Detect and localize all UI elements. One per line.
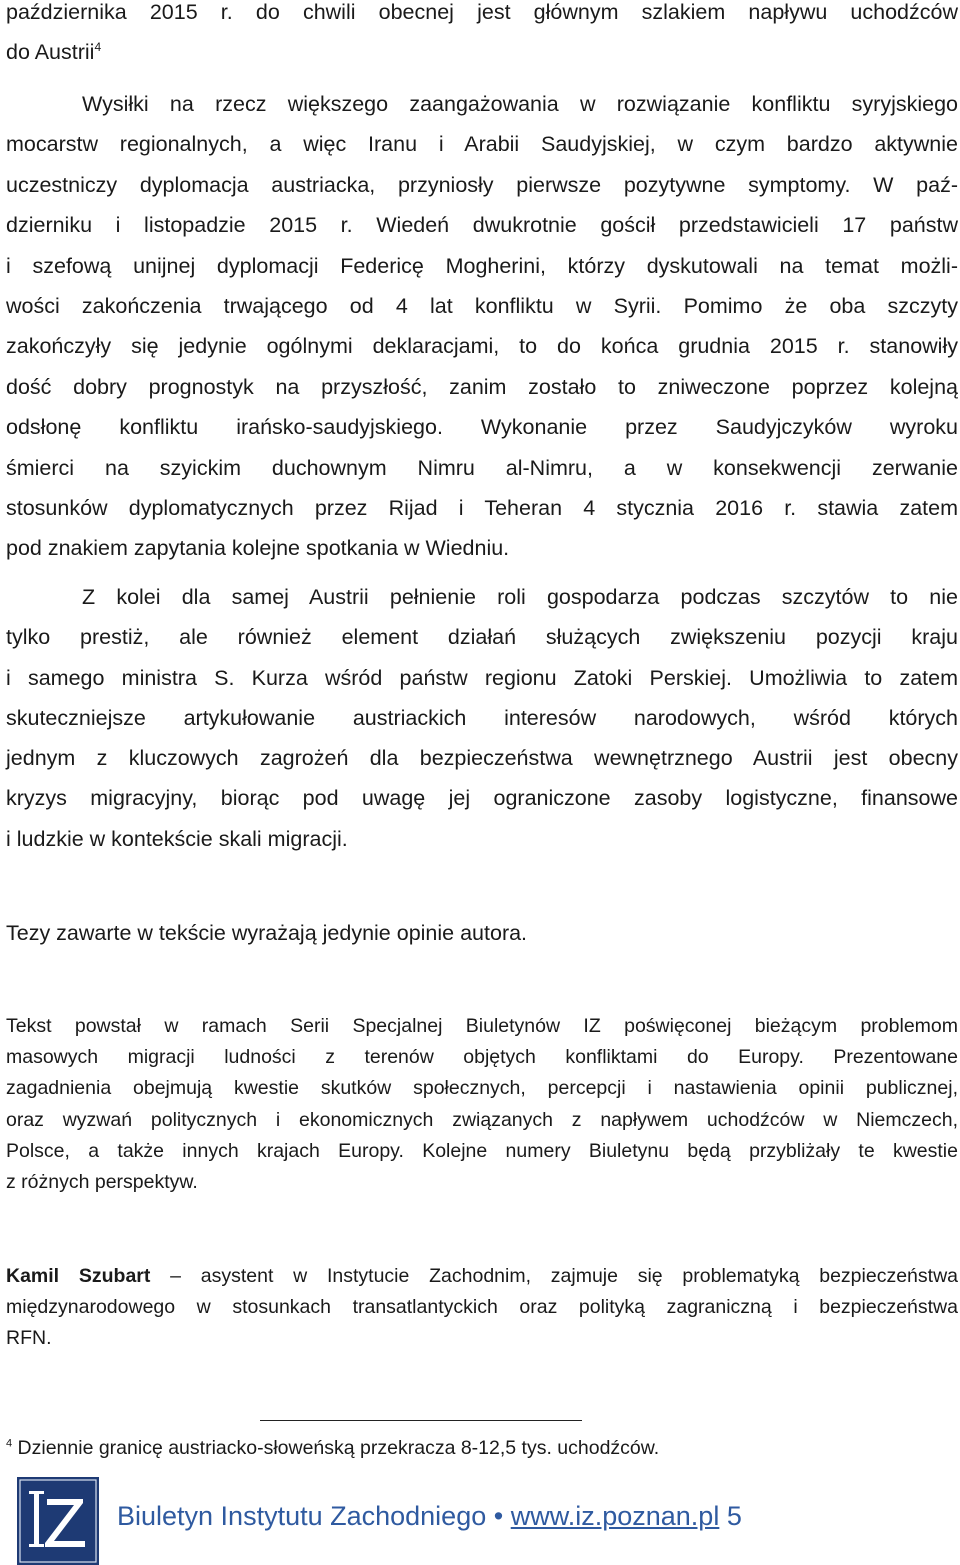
text-line: i szefową unijnej dyplomacji Federicę Mogherini, którzy dyskutowali na temat możli- (6, 253, 958, 278)
text-line: śmierci na szyickim duchownym Nimru al-Nimru, a w konsekwencji zerwanie (6, 455, 958, 480)
text-line: jednym z kluczowych zagrożeń dla bezpieczeństwa wewnętrznego Austrii jest obecny (6, 746, 958, 771)
text-line: Tekst powstał w ramach Serii Specjalnej Biuletynów IZ poświęconej bieżącym problemom (6, 1015, 958, 1037)
page-number: 5 (726, 1501, 742, 1531)
text-line: RFN. (6, 1327, 52, 1350)
text-line: oraz wyzwań politycznych i ekonomicznych związanych z napływem uchodźców w Niemczech, (6, 1108, 958, 1131)
text-line: odsłonę konfliktu irańsko-saudyjskiego. Wykonanie przez Saudyjczyków wyroku (6, 415, 958, 440)
text-line: Z kolei dla samej Austrii pełnienie roli gospodarza podczas szczytów to nie (82, 585, 958, 609)
text-line: tylko prestiż, ale również element działań służących zwiększeniu pozycji kraju (6, 625, 958, 650)
text-line: z różnych perspektyw. (6, 1170, 198, 1193)
paragraph-diplomacy (6, 84, 958, 569)
text-line: dość dobry prognostyk na przyszłość, zanim zostało to zniweczone poprzez kolejną (6, 374, 958, 399)
footnote-text: Dziennie granicę austriacko-słoweńską przekracza 8-12,5 tys. uchodźców. (17, 1437, 660, 1459)
text-line: międzynarodowego w stosunkach transatlantyckich oraz polityką zagraniczną i bezpieczeństwa (6, 1296, 958, 1319)
text-line: zagadnienia obejmują kwestie skutków społecznych, percepcji i nastawienia opinii publicznej, (6, 1077, 958, 1100)
footnote-reference[interactable]: 4 (94, 40, 102, 55)
paragraph-austria-role (6, 577, 958, 859)
disclaimer-text: Tezy zawarte w tekście wyrażają jedynie opinie autora. (6, 921, 528, 945)
text-line: stosunków dyplomatycznych przez Rijad i Teheran 4 stycznia 2016 r. stawia zatem (6, 495, 958, 520)
text-line: masowych migracji ludności z terenów objętych konfliktami do Europy. Prezentowane (6, 1046, 958, 1069)
text-line: Wysiłki na rzecz większego zaangażowania w rozwiązanie konfliktu syryjskiego (82, 92, 958, 116)
text-line: wości zakończenia trwającego od 4 lat konfliktu w Syrii. Pomimo że oba szczyty (6, 293, 958, 318)
text-line: uczestniczy dyplomacja austriacka, przyniosły pierwsze pozytywne symptomy. W paź- (6, 172, 958, 197)
text-line: Kamil Szubart – asystent w Instytucie Zachodnim, zajmuje się problematyką bezpieczeństwa (6, 1265, 958, 1287)
footer-separator: • (493, 1501, 504, 1531)
series-note (6, 1011, 958, 1198)
author-bio (6, 1261, 958, 1355)
iz-logo-icon (17, 1477, 99, 1565)
disclaimer (6, 913, 958, 953)
text-line: dzierniku i listopadzie 2015 r. Wiedeń dwukrotnie gościł przedstawicieli 17 państw (6, 213, 958, 238)
footnote-separator (260, 1420, 582, 1421)
text-line: kryzys migracyjny, biorąc pod uwagę jej ograniczone zasoby logistyczne, finansowe (6, 786, 958, 811)
text-line: października 2015 r. do chwili obecnej jest głównym szlakiem napływu uchodźców (6, 0, 958, 24)
footnote (6, 1433, 659, 1463)
text-line: mocarstw regionalnych, a więc Iranu i Arabii Saudyjskiej, w czym bardzo aktywnie (6, 132, 958, 157)
footer-title: Biuletyn Instytutu Zachodniego (117, 1501, 487, 1531)
text-line: i samego ministra S. Kurza wśród państw regionu Zatoki Perskiej. Umożliwia to zatem (6, 665, 958, 690)
text-line: pod znakiem zapytania kolejne spotkania w Wiedniu. (6, 536, 510, 561)
website-link[interactable]: www.iz.poznan.pl (510, 1501, 720, 1531)
text-line: do Austrii$^4$ (6, 40, 102, 65)
author-name: Kamil Szubart (6, 1265, 151, 1287)
footer (117, 1496, 742, 1536)
text-line: zakończyły się jedynie ogólnymi deklaracjami, to do końca grudnia 2015 r. stanowiły (6, 334, 958, 359)
text-line: skuteczniejsze artykułowanie austriackich interesów narodowych, wśród których (6, 705, 958, 730)
paragraph-continuation (6, 0, 958, 73)
text-line: i ludzkie w kontekście skali migracji. (6, 826, 348, 851)
footnote-number: 4 (6, 1437, 13, 1450)
text-line: Polsce, a także innych krajach Europy. Kolejne numery Biuletynu będą przybliżały te kwestie (6, 1139, 958, 1162)
